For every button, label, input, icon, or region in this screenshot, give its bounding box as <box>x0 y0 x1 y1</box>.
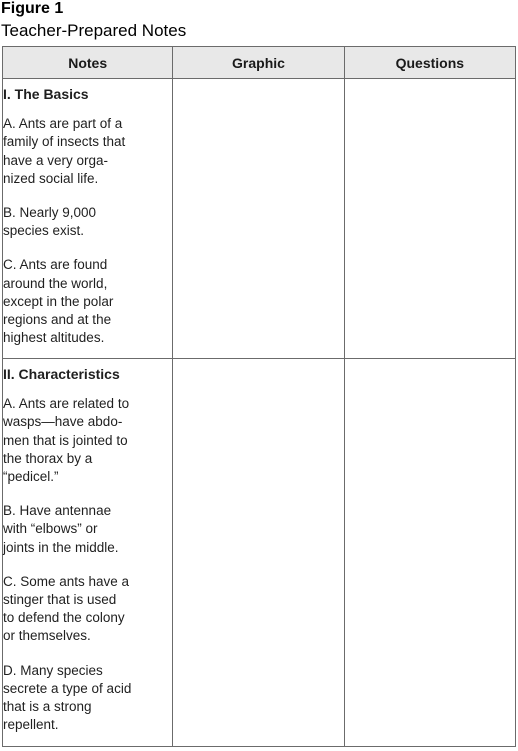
note-item: C. Ants are found around the world, except in the polar regions and at the highest altitudes. <box>3 257 114 346</box>
figure-label: Figure 1 <box>1 0 64 17</box>
header-notes: Notes <box>3 47 173 79</box>
section-heading-characteristics: II. Characteristics <box>3 366 120 382</box>
note-item: A. Ants are related to wasps—have abdo- men that is jointed to the thorax by a “pedicel.” <box>3 396 130 485</box>
questions-cell-basics[interactable] <box>344 79 515 359</box>
header-graphic: Graphic <box>173 47 344 79</box>
note-item: B. Nearly 9,000 species exist. <box>3 205 97 239</box>
section-heading-basics: I. The Basics <box>3 86 89 102</box>
notes-table <box>2 46 516 747</box>
table-header-row <box>3 47 516 79</box>
note-item: C. Some ants have a stinger that is used to defend the colony or themselves. <box>3 573 130 644</box>
note-item: B. Have antennae with “elbows” or joints in the middle. <box>3 503 119 555</box>
note-item: A. Ants are part of a family of insects that have a very orga- nized social life. <box>3 116 126 186</box>
graphic-cell-basics[interactable] <box>173 79 344 359</box>
note-item: D. Many species secrete a type of acid that is a strong repellent. <box>3 662 132 733</box>
header-questions: Questions <box>344 47 515 79</box>
table-row-characteristics <box>3 359 516 747</box>
table-row-basics <box>3 79 516 359</box>
questions-cell-characteristics[interactable] <box>344 359 515 747</box>
notes-cell-characteristics <box>3 359 173 747</box>
figure-caption: Teacher-Prepared Notes <box>1 21 187 40</box>
notes-cell-basics <box>3 79 173 359</box>
graphic-cell-characteristics[interactable] <box>173 359 344 747</box>
